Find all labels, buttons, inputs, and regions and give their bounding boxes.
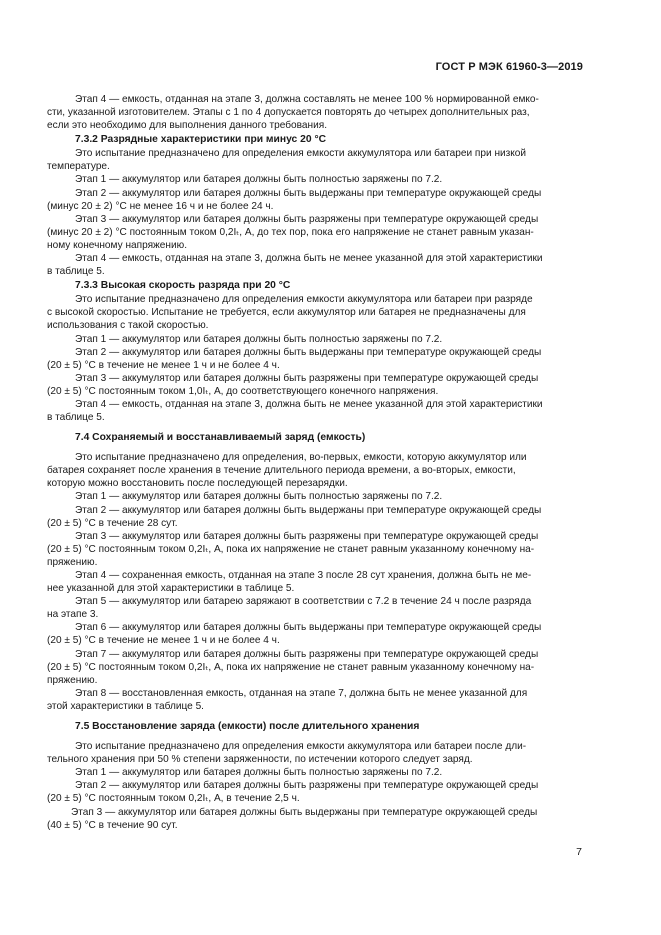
text-line: (минус 20 ± 2) °С не менее 16 ч и не более 24 ч. bbox=[47, 200, 274, 212]
text-line: на этапе 3. bbox=[47, 609, 99, 621]
text-line: использования с такой скоростью. bbox=[47, 320, 209, 332]
text-line: если это необходимо для выполнения данного требования. bbox=[47, 120, 328, 132]
document-header: ГОСТ Р МЭК 61960-3—2019 bbox=[435, 61, 583, 73]
text-line: Этап 2 — аккумулятор или батарея должны быть разряжены при температуре окружающей среды bbox=[75, 780, 539, 792]
text-line: температуре. bbox=[47, 161, 110, 173]
text-line: (20 ± 5) °С постоянным током 0,2Iₜ, А, пока их напряжение не станет равным указанному конечному на- bbox=[47, 661, 535, 673]
text-line: Этап 4 — емкость, отданная на этапе 3, должна составлять не менее 100 % нормированной емко- bbox=[75, 94, 539, 105]
text-line: в таблице 5. bbox=[47, 266, 105, 278]
text-line: Этап 8 — восстановленная емкость, отданная на этапе 7, должна быть не менее указанной для bbox=[75, 687, 528, 699]
text-line: батарея сохраняет после хранения в течение длительного периода времени, а во-вторых, емкости, bbox=[47, 465, 516, 477]
text-line: Этап 5 — аккумулятор или батарею заряжают в соответствии с 7.2 в течение 24 ч после разряда bbox=[75, 596, 532, 608]
text-line: Этап 1 — аккумулятор или батарея должны быть полностью заряжены по 7.2. bbox=[75, 174, 443, 186]
text-line: Этап 2 — аккумулятор или батарея должны быть выдержаны при температуре окружающей среды bbox=[75, 346, 542, 358]
text-line: Этап 7 — аккумулятор или батарея должны быть разряжены при температуре окружающей среды bbox=[75, 648, 539, 660]
document-body bbox=[47, 93, 583, 832]
section-heading-7-3-2: 7.3.2 Разрядные характеристики при минус 20 °С bbox=[75, 134, 327, 146]
text-line: Это испытание предназначено для определения емкости аккумулятора или батареи при низкой bbox=[75, 148, 527, 160]
text-line: (20 ± 5) °С в течение 28 сут. bbox=[47, 517, 178, 529]
text-line: нее указанной для этой характеристики в таблице 5. bbox=[47, 583, 295, 595]
section-heading-7-3-3: 7.3.3 Высокая скорость разряда при 20 °С bbox=[75, 280, 291, 292]
text-line: (20 ± 5) °С в течение не менее 1 ч и не более 4 ч. bbox=[47, 635, 280, 647]
text-line: тельного хранения при 50 % степени заряженности, по истечении которого следует заряд. bbox=[47, 754, 473, 766]
text-line: Этап 4 — сохраненная емкость, отданная на этапе 3 после 28 сут хранения, должна быть не ме- bbox=[75, 570, 532, 581]
text-line: Этап 1 — аккумулятор или батарея должны быть полностью заряжены по 7.2. bbox=[75, 491, 443, 503]
text-line: Этап 2 — аккумулятор или батарея должны быть выдержаны при температуре окружающей среды bbox=[75, 187, 542, 199]
text-line: Этап 3 — аккумулятор или батарея должны быть выдержаны при температуре окружающей среды bbox=[71, 806, 538, 818]
text-line: (20 ± 5) °С постоянным током 1,0Iₜ, А, до соответствующего конечного напряжения. bbox=[47, 385, 439, 397]
text-line: пряжению. bbox=[47, 556, 98, 568]
text-line: Это испытание предназначено для определения емкости аккумулятора или батареи при разряде bbox=[75, 294, 533, 306]
section-heading-7-4: 7.4 Сохраняемый и восстанавливаемый заряд (емкость) bbox=[75, 432, 366, 444]
page-number: 7 bbox=[576, 846, 582, 858]
paragraph-stage4-prev bbox=[47, 93, 583, 132]
text-line: (20 ± 5) °С постоянным током 0,2Iₜ, А, в течение 2,5 ч. bbox=[47, 793, 300, 805]
text-line: пряжению. bbox=[47, 674, 98, 686]
text-line: Этап 1 — аккумулятор или батарея должны быть полностью заряжены по 7.2. bbox=[75, 767, 443, 779]
text-line: Этап 1 — аккумулятор или батарея должны быть полностью заряжены по 7.2. bbox=[75, 333, 443, 345]
text-line: (40 ± 5) °С в течение 90 сут. bbox=[47, 819, 178, 831]
text-line: Этап 3 — аккумулятор или батарея должны быть разряжены при температуре окружающей среды bbox=[75, 372, 539, 384]
text-line: (минус 20 ± 2) °С постоянным током 0,2Iₜ, А, до тех пор, пока его напряжение не станет равным указан- bbox=[47, 226, 534, 238]
text-line: этой характеристики в таблице 5. bbox=[47, 700, 204, 712]
text-line: Этап 6 — аккумулятор или батарея должны быть выдержаны при температуре окружающей среды bbox=[75, 622, 542, 634]
section-heading-7-5: 7.5 Восстановление заряда (емкости) после длительного хранения bbox=[75, 721, 420, 733]
text-line: Этап 2 — аккумулятор или батарея должны быть выдержаны при температуре окружающей среды bbox=[75, 504, 542, 516]
text-line: Это испытание предназначено для определения, во-первых, емкости, которую аккумулятор или bbox=[75, 452, 527, 464]
text-line: сти, указанной изготовителем. Этапы с 1 по 4 допускается повторять до четырех дополнительных раз, bbox=[47, 107, 530, 119]
text-line: Этап 3 — аккумулятор или батарея должны быть разряжены при температуре окружающей среды bbox=[75, 213, 539, 225]
text-line: Этап 3 — аккумулятор или батарея должны быть разряжены при температуре окружающей среды bbox=[75, 530, 539, 542]
text-line: с высокой скоростью. Испытание не требуется, если аккумулятор или батарея не предназначены для bbox=[47, 307, 526, 319]
text-line: Это испытание предназначено для определения емкости аккумулятора или батареи после дли- bbox=[75, 741, 527, 753]
text-line: ному конечному напряжению. bbox=[47, 239, 188, 251]
text-line: (20 ± 5) °С постоянным током 0,2Iₜ, А, пока их напряжение не станет равным указанному конечному на- bbox=[47, 543, 535, 555]
text-line: Этап 4 — емкость, отданная на этапе 3, должна быть не менее указанной для этой характеристики bbox=[75, 398, 543, 410]
text-line: в таблице 5. bbox=[47, 412, 105, 424]
text-line: которую можно восстановить после последующей перезарядки. bbox=[47, 478, 348, 490]
text-line: Этап 4 — емкость, отданная на этапе 3, должна быть не менее указанной для этой характеристики bbox=[75, 253, 543, 265]
text-line: (20 ± 5) °С в течение не менее 1 ч и не более 4 ч. bbox=[47, 359, 280, 371]
